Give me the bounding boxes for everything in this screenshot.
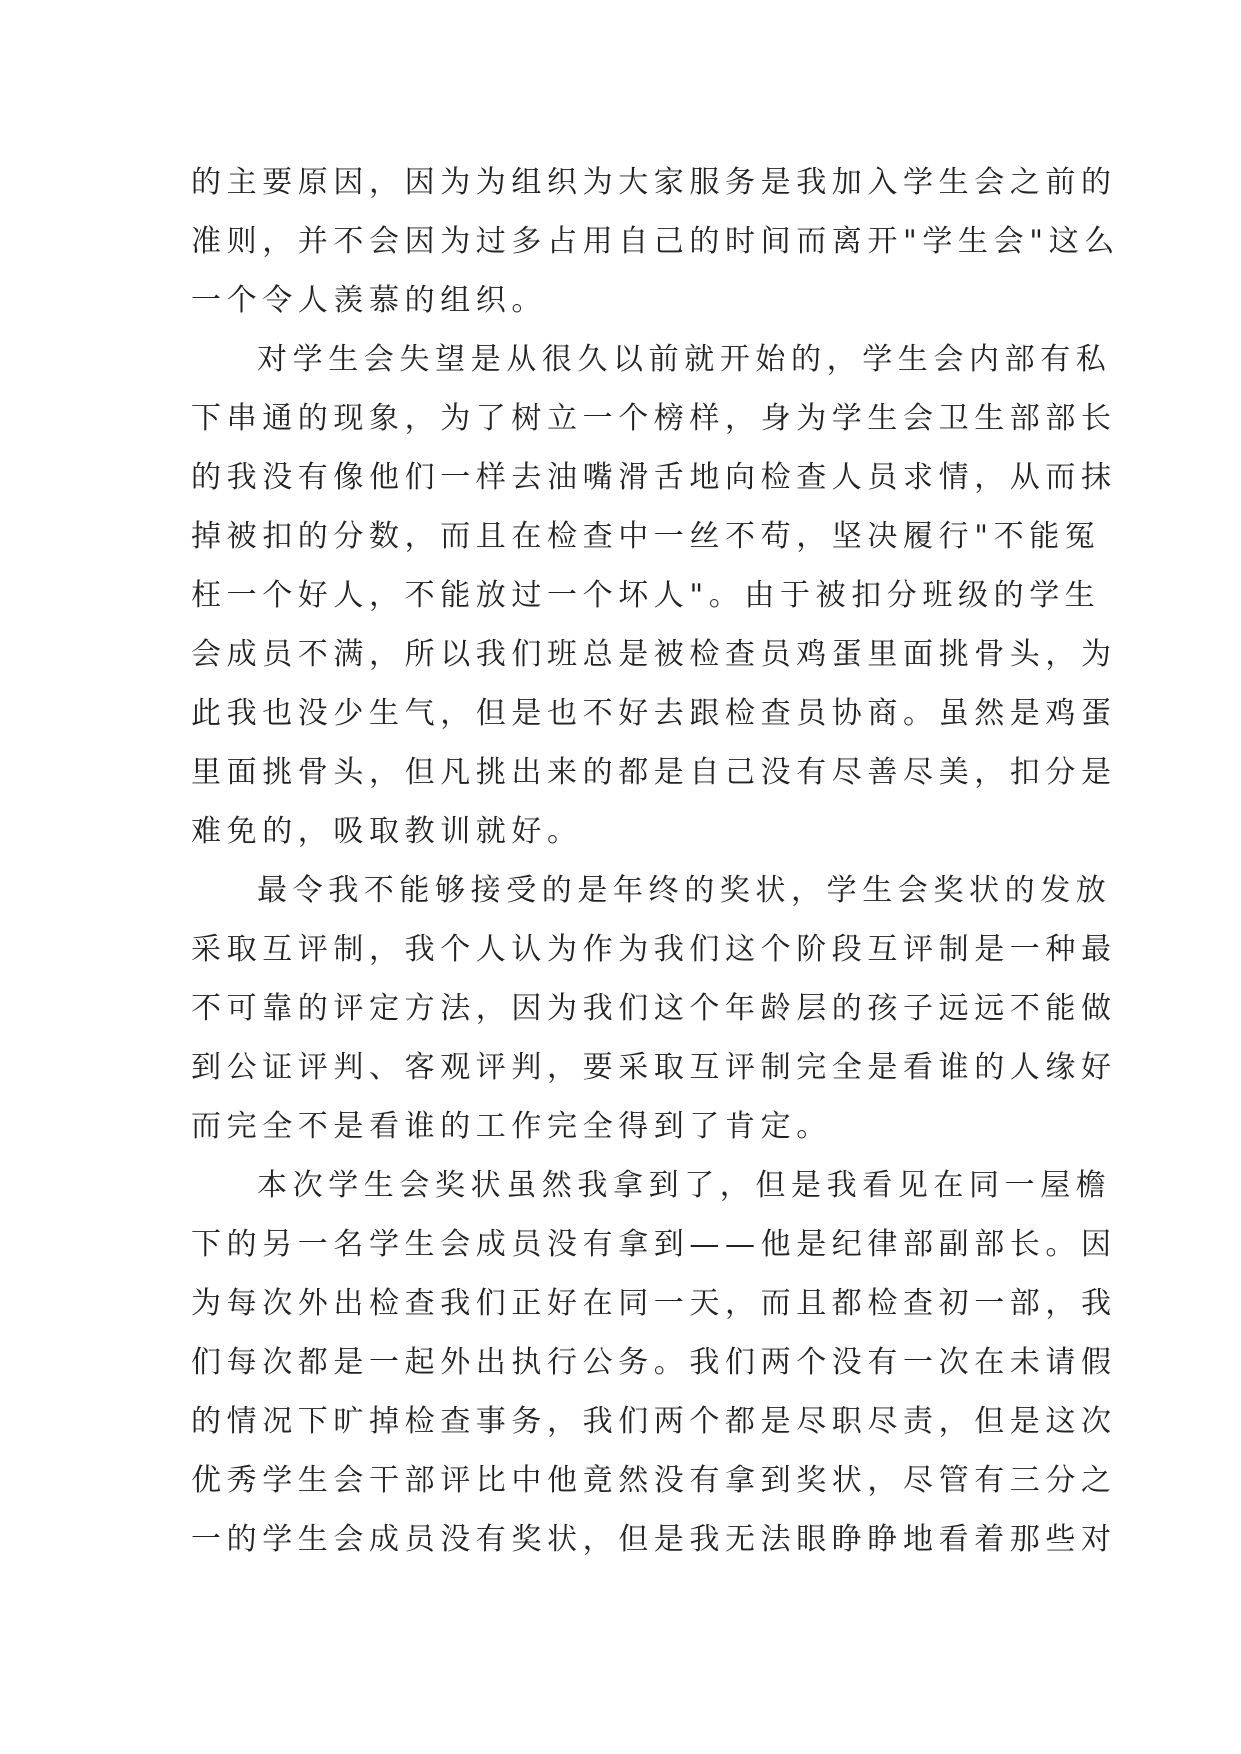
text-line: 的情况下旷掉检查事务，我们两个都是尽职尽责，但是这次 xyxy=(191,1404,1117,1439)
text-line: 难免的，吸取教训就好。 xyxy=(191,814,583,849)
text-line: 最令我不能够接受的是年终的奖状，学生会奖状的发放 xyxy=(257,873,1112,908)
text-line: 到公证评判、客观评判，要采取互评制完全是看谁的人缘好 xyxy=(191,1050,1117,1085)
text-line: 一个令人羡慕的组织。 xyxy=(191,283,547,318)
text-line: 为每次外出检查我们正好在同一天，而且都检查初一部，我 xyxy=(191,1286,1117,1321)
text-line: 会成员不满，所以我们班总是被检查员鸡蛋里面挑骨头，为 xyxy=(191,637,1117,672)
paragraph-3 xyxy=(191,861,1117,1156)
paragraph-2 xyxy=(191,330,1117,861)
text-line: 不可靠的评定方法，因为我们这个年龄层的孩子远远不能做 xyxy=(191,991,1117,1026)
text-line: 里面挑骨头，但凡挑出来的都是自己没有尽善尽美，扣分是 xyxy=(191,755,1117,790)
text-line: 下串通的现象，为了树立一个榜样，身为学生会卫生部部长 xyxy=(191,401,1117,436)
text-line: 们每次都是一起外出执行公务。我们两个没有一次在未请假 xyxy=(191,1345,1117,1380)
text-line: 此我也没少生气，但是也不好去跟检查员协商。虽然是鸡蛋 xyxy=(191,696,1117,731)
text-line: 采取互评制，我个人认为作为我们这个阶段互评制是一种最 xyxy=(191,932,1117,967)
document-body xyxy=(191,153,1120,1569)
text-line: 枉一个好人，不能放过一个坏人"。由于被扣分班级的学生 xyxy=(191,578,1101,613)
text-line: 本次学生会奖状虽然我拿到了，但是我看见在同一屋檐 xyxy=(257,1168,1112,1203)
text-line: 的主要原因，因为为组织为大家服务是我加入学生会之前的 xyxy=(191,165,1117,200)
text-line: 准则，并不会因为过多占用自己的时间而离开"学生会"这么 xyxy=(191,224,1120,259)
text-line: 一的学生会成员没有奖状，但是我无法眼睁睁地看着那些对 xyxy=(191,1522,1117,1557)
text-line: 掉被扣的分数，而且在检查中一丝不苟，坚决履行"不能冤 xyxy=(191,519,1101,554)
paragraph-1 xyxy=(191,153,1120,330)
text-line: 而完全不是看谁的工作完全得到了肯定。 xyxy=(191,1109,832,1144)
paragraph-4 xyxy=(191,1156,1117,1569)
text-line: 对学生会失望是从很久以前就开始的，学生会内部有私 xyxy=(257,342,1112,377)
text-line: 的我没有像他们一样去油嘴滑舌地向检查人员求情，从而抹 xyxy=(191,460,1117,495)
text-line: 下的另一名学生会成员没有拿到——他是纪律部副部长。因 xyxy=(191,1227,1117,1262)
text-line: 优秀学生会干部评比中他竟然没有拿到奖状，尽管有三分之 xyxy=(191,1463,1117,1498)
